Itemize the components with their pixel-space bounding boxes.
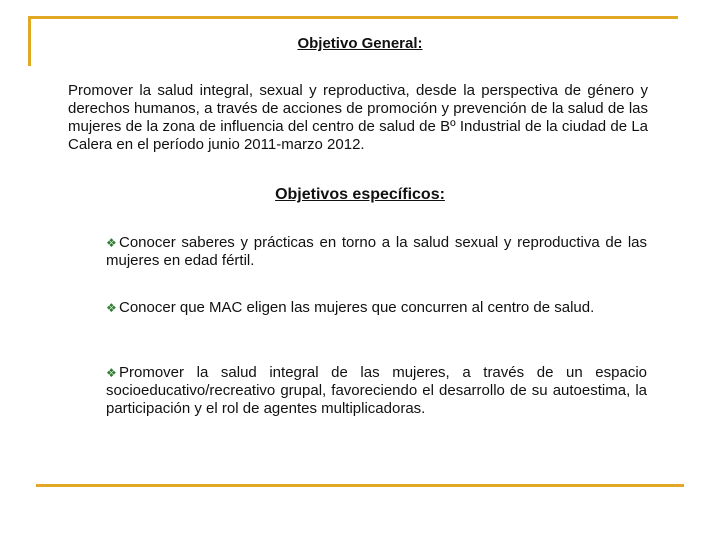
- diamond-bullet-icon: ❖: [106, 236, 117, 250]
- diamond-bullet-icon: ❖: [106, 301, 117, 315]
- list-item-text: Conocer saberes y prácticas en torno a la salud sexual y reproductiva de las mujeres en edad fértil.: [106, 234, 647, 269]
- top-accent-rule: [30, 16, 678, 19]
- general-objective-text: Promover la salud integral, sexual y reproductiva, desde la perspectiva de género y derechos humanos, a través de acciones de promoción y prevención de la salud de las mujeres de la zona de influencia del centro de salud de Bº Industrial de la ciudad de La Calera en el período junio 2011-marzo 2012.: [68, 82, 648, 153]
- general-objective-title: Objetivo General:: [297, 35, 423, 52]
- list-item: [106, 234, 647, 270]
- list-item-text: Conocer que MAC eligen las mujeres que concurren al centro de salud.: [119, 299, 595, 316]
- list-item: [106, 364, 647, 418]
- diamond-bullet-icon: ❖: [106, 366, 117, 380]
- list-item: [106, 299, 647, 317]
- specific-objectives-heading: [0, 186, 720, 204]
- specific-objectives-title: Objetivos específicos:: [275, 186, 445, 203]
- general-objective-heading: [0, 35, 720, 52]
- bottom-accent-rule: [36, 484, 684, 487]
- list-item-text: Promover la salud integral de las mujeres, a través de un espacio socioeducativo/recreativo grupal, favoreciendo el desarrollo de su autoestima, la participación y el rol de agentes multiplicadoras.: [106, 364, 647, 417]
